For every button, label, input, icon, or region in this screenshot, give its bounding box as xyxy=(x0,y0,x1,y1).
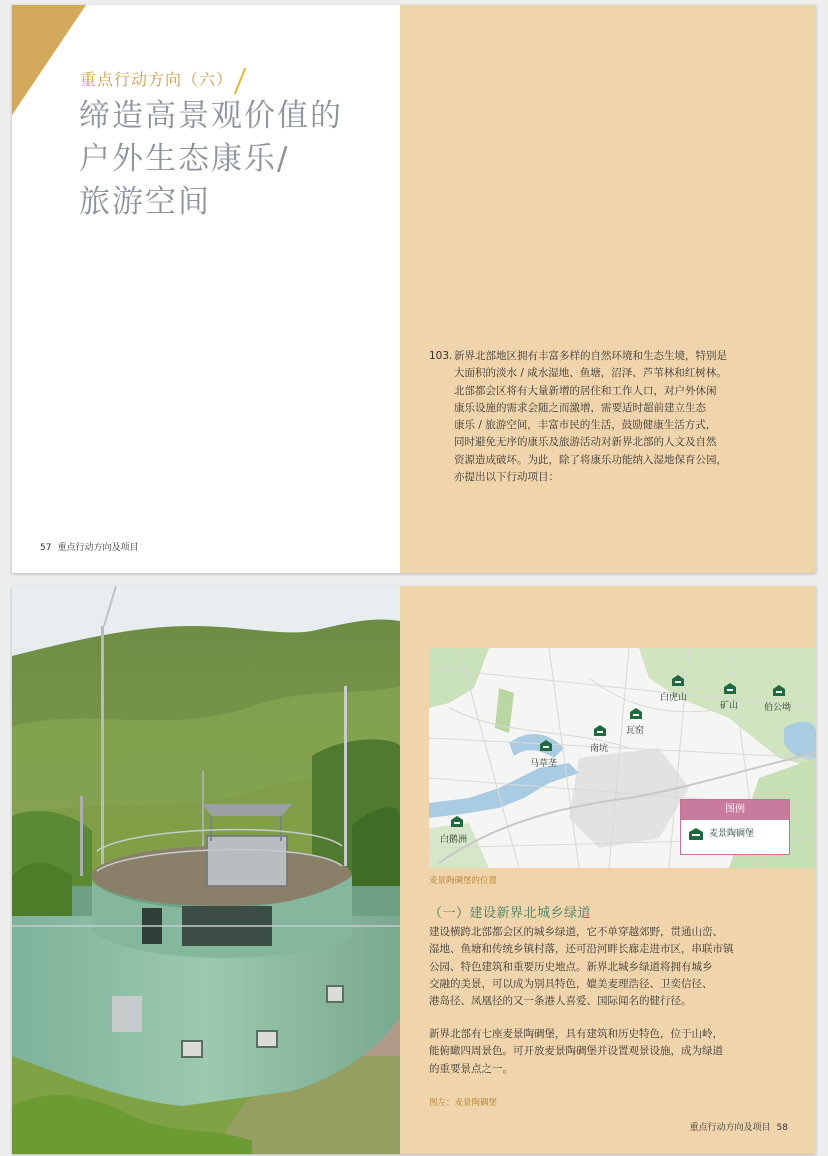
left-column xyxy=(12,5,400,573)
paragraph-line: 新界北部有七座麦景陶碉堡，具有建筑和历史特色，位于山岭， xyxy=(429,1028,723,1040)
section-kicker xyxy=(80,67,241,94)
paragraph-line: 湿地、鱼塘和传统乡镇村落，还可沿河畔长廊走进市区，串联市镇 xyxy=(429,943,734,956)
paragraph-line: 新界北部地区拥有丰富多样的自然环境和生态生境，特别是 xyxy=(454,350,727,362)
page-57 xyxy=(12,5,816,573)
paragraph-line: 康乐设施的需求会随之而激增，需要适时超前建立生态 xyxy=(454,401,706,414)
title-line: 缔造高景观价值的 xyxy=(79,98,343,134)
footer-text: 重点行动方向及项目 xyxy=(689,1123,771,1133)
photo-caption: 图左：麦景陶碉堡 xyxy=(429,1098,498,1108)
page-number: 57 xyxy=(40,543,52,553)
blockhouse-icon xyxy=(540,740,552,751)
place-label: 白鹅洲 xyxy=(440,835,468,845)
page-footer xyxy=(40,540,144,553)
paragraph-103 xyxy=(429,348,764,486)
footer-text: 重点行动方向及项目 xyxy=(57,543,139,553)
paragraph-line: 建设横跨北部都会区的城乡绿道，它不单穿越郊野，贯通山峦、 xyxy=(429,926,723,938)
place-label: 南坑 xyxy=(590,744,609,754)
paragraph-line: 亦提出以下行动项目： xyxy=(454,471,559,484)
title-line: 旅游空间 xyxy=(79,184,211,220)
paragraph-line: 的重要景点之一。 xyxy=(429,1062,513,1075)
paragraph-line: 能俯瞰四周景色。可开放麦景陶碉堡并设置观景设施，成为绿道 xyxy=(429,1045,723,1058)
blockhouse-photo xyxy=(12,586,400,1154)
blockhouse-icon xyxy=(773,685,785,696)
page-number: 58 xyxy=(776,1123,788,1133)
kicker-text: 重点行动方向（六） xyxy=(80,70,234,89)
map-caption: 麦景陶碉堡的位置 xyxy=(429,876,498,886)
place-label: 白虎山 xyxy=(660,693,688,703)
place-label: 瓦窑 xyxy=(626,726,645,736)
legend-label: 麦景陶碉堡 xyxy=(709,829,755,839)
blockhouse-icon xyxy=(672,675,684,686)
blockhouse-icon xyxy=(689,828,703,840)
section-heading: （一）建设新界北城乡绿道 xyxy=(429,906,592,921)
legend-item xyxy=(681,820,789,846)
paragraph-greenway xyxy=(429,924,789,1010)
paragraph-line: 康乐 / 旅游空间，丰富市民的生活，鼓励健康生活方式， xyxy=(454,419,717,432)
paragraph-line: 大面积的淡水 / 咸水湿地、鱼塘，沼泽、芦苇林和红树林。 xyxy=(454,367,727,380)
blockhouse-icon xyxy=(451,816,463,827)
paragraph-line: 交融的美景，可以成为别具特色，媲美麦理浩径、卫奕信径、 xyxy=(429,977,713,990)
blockhouse-icon xyxy=(724,683,736,694)
slash-decoration xyxy=(234,68,247,94)
page-58 xyxy=(12,586,816,1154)
place-label: 伯公坳 xyxy=(764,703,792,713)
paragraph-line: 港岛径、凤凰径的又一条港人喜爱、国际闻名的健行径。 xyxy=(429,995,692,1008)
paragraph-blockhouses xyxy=(429,1026,789,1078)
place-label: 马草垄 xyxy=(530,759,558,769)
paragraph-line: 同时避免无序的康乐及旅游活动对新界北部的人文及自然 xyxy=(454,436,717,449)
paragraph-line: 公园、特色建筑和重要历史地点。新界北城乡绿道将拥有城乡 xyxy=(429,960,713,973)
blockhouse-icon xyxy=(630,708,642,719)
map-legend xyxy=(680,799,790,855)
page-footer xyxy=(684,1120,788,1133)
paragraph-line: 北部都会区将有大量新增的居住和工作人口，对户外休闲 xyxy=(454,384,717,397)
paragraph-number: 103. xyxy=(429,350,453,362)
right-column xyxy=(400,5,816,573)
chapter-title xyxy=(79,95,379,224)
place-label: 矿山 xyxy=(720,701,739,711)
legend-title: 图例 xyxy=(681,800,789,820)
paragraph-line: 资源造成破坏。为此，除了将康乐功能纳入湿地保育公园， xyxy=(454,453,727,466)
blockhouse-icon xyxy=(594,725,606,736)
corner-decoration xyxy=(12,5,86,115)
title-line: 户外生态康乐/ xyxy=(79,141,290,177)
